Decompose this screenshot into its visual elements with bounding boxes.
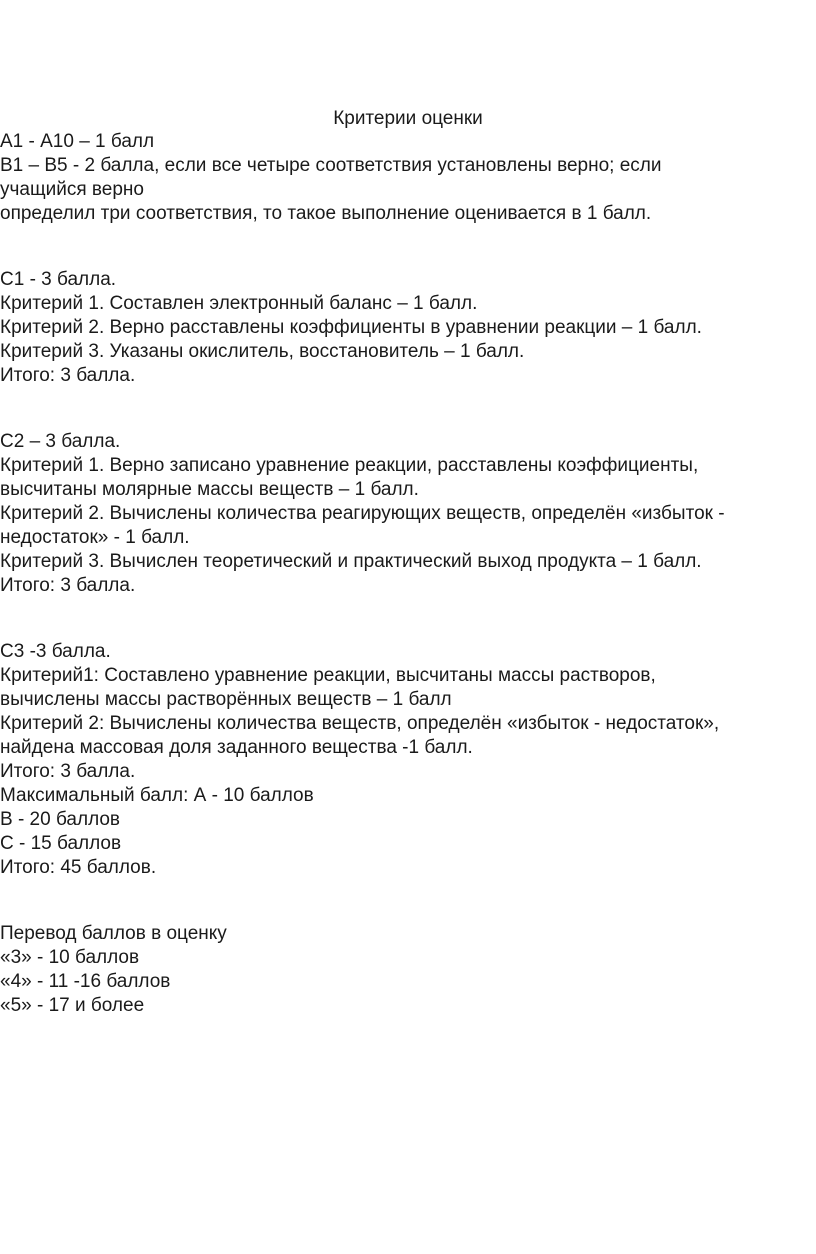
c2-criterion-3: Критерий 3. Вычислен теоретический и практический выход продукта – 1 балл.	[0, 551, 702, 572]
c3-criterion-1-line-2: вычислены массы растворённых веществ – 1 балл	[0, 689, 452, 710]
c2-heading: С2 – 3 балла.	[0, 431, 121, 452]
c2-criterion-2-line-2: недостаток» - 1 балл.	[0, 527, 190, 548]
c1-criterion-3: Критерий 3. Указаны окислитель, восстановитель – 1 балл.	[0, 341, 525, 362]
c2-criterion-1-line-1: Критерий 1. Верно записано уравнение реакции, расставлены коэффициенты,	[0, 455, 699, 476]
c2-total: Итого: 3 балла.	[0, 575, 136, 596]
part-b-line-1: В1 – В5 - 2 балла, если все четыре соответствия установлены верно; если	[0, 155, 662, 176]
conversion-heading: Перевод баллов в оценку	[0, 923, 227, 944]
part-a-line: А1 - А10 – 1 балл	[0, 131, 155, 152]
part-b-line-2: учащийся верно	[0, 179, 144, 200]
c3-criterion-1-line-1: Критерий1: Составлено уравнение реакции, высчитаны массы растворов,	[0, 665, 656, 686]
c1-total: Итого: 3 балла.	[0, 365, 136, 386]
max-score-line-b: В - 20 баллов	[0, 809, 121, 830]
c1-criterion-1: Критерий 1. Составлен электронный баланс – 1 балл.	[0, 293, 478, 314]
conversion-grade-4: «4» - 11 -16 баллов	[0, 971, 171, 992]
max-score-total: Итого: 45 баллов.	[0, 857, 157, 878]
part-b-line-3: определил три соответствия, то такое выполнение оценивается в 1 балл.	[0, 203, 652, 224]
max-score-line-c: С - 15 баллов	[0, 833, 122, 854]
document-title: Критерии оценки	[333, 108, 483, 129]
conversion-grade-5: «5» - 17 и более	[0, 995, 145, 1016]
c2-criterion-2-line-1: Критерий 2. Вычислены количества реагирующих веществ, определён «избыток -	[0, 503, 725, 524]
c1-heading: С1 - 3 балла.	[0, 269, 117, 290]
c2-criterion-1-line-2: высчитаны молярные массы веществ – 1 балл.	[0, 479, 419, 500]
c1-criterion-2: Критерий 2. Верно расставлены коэффициенты в уравнении реакции – 1 балл.	[0, 317, 702, 338]
max-score-line-a: Максимальный балл: А - 10 баллов	[0, 785, 314, 806]
c3-criterion-2-line-2: найдена массовая доля заданного вещества -1 балл.	[0, 737, 473, 758]
c3-heading: С3 -3 балла.	[0, 641, 111, 662]
c3-criterion-2-line-1: Критерий 2: Вычислены количества веществ, определён «избыток - недостаток»,	[0, 713, 720, 734]
conversion-grade-3: «3» - 10 баллов	[0, 947, 140, 968]
c3-total: Итого: 3 балла.	[0, 761, 136, 782]
